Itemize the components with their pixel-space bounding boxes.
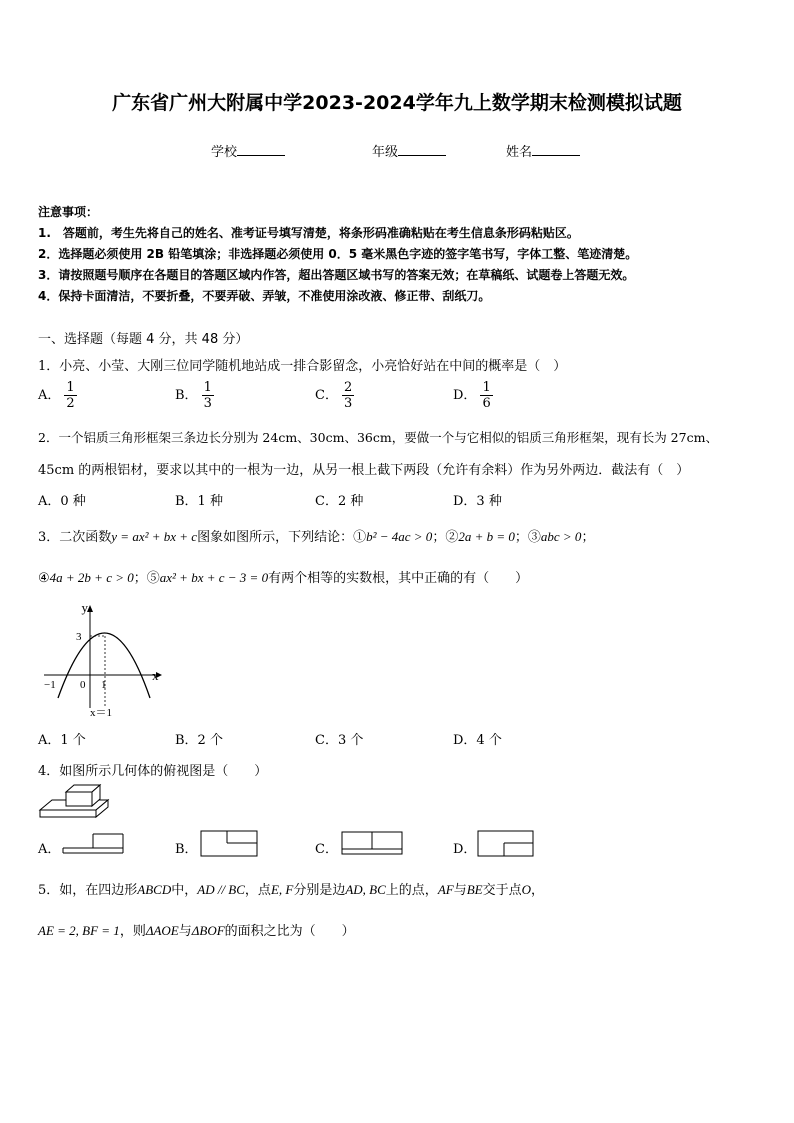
question-1-text: 1．小亮、小莹、大刚三位同学随机地站成一排合影留念，小亮恰好站在中间的概率是（ ）: [38, 359, 567, 374]
q2-option-c: C．2 种: [315, 494, 364, 509]
q4-option-b-label: B．: [175, 842, 198, 857]
section-heading: 一、选择题（每题 4 分，共 48 分）: [38, 332, 249, 347]
question-5-line-1: 5．如，在四边形ABCD中，AD // BC，点E, F分别是边AD, BC上的点，AF与BE交于点O，: [38, 882, 545, 898]
q4-option-a-figure: [62, 832, 124, 856]
note-item-1: 1. 答题前，考生先将自己的姓名、准考证号填写清楚，将条形码准确粘贴在考生信息条形码粘贴区。: [38, 226, 579, 240]
parabola-graph: [38, 598, 168, 720]
y-axis-label: y: [81, 600, 88, 615]
question-4-text: 4．如图所示几何体的俯视图是（ ）: [38, 764, 268, 779]
grade-label: 年级: [372, 145, 399, 160]
math-conclusion-1: b² − 4ac > 0: [366, 529, 433, 544]
q3-option-d: D．4 个: [453, 733, 502, 748]
math-function: y = ax² + bx + c: [111, 529, 198, 544]
name-blank: [532, 143, 580, 156]
label-0: 0: [80, 679, 86, 691]
label-3: 3: [76, 631, 82, 643]
math-conclusion-5: ax² + bx + c − 3 = 0: [159, 570, 269, 585]
note-item-3: 3．请按照题号顺序在各题目的答题区域内作答，超出答题区域书写的答案无效；在草稿纸、试题卷上答题无效。: [38, 268, 635, 282]
question-2-line-1: 2．一个铝质三角形框架三条边长分别为 24cm、30cm、36cm，要做一个与它相似的铝质三角形框架，现有长为 27cm、: [38, 430, 718, 445]
axis-note: x＝1: [90, 707, 112, 719]
x-axis-label: x: [152, 668, 159, 683]
fraction: $\frac{1}{2}$: [66, 380, 75, 411]
q4-option-c-figure: [341, 831, 403, 857]
question-2-line-2: 45cm 的两根铝材，要求以其中的一根为一边，从另一根上截下两段（允许有余料）作为另外两边．截法有（ ）: [38, 463, 690, 478]
name-field: [506, 141, 580, 160]
question-3-line-1: 3．二次函数y = ax² + bx + c图象如图所示，下列结论：①b² − 4ac > 0；②2a + b = 0；③abc > 0；: [38, 529, 595, 545]
q4-option-d-figure: [477, 830, 535, 858]
solid-figure: [38, 780, 110, 822]
q4-option-c-label: C．: [315, 842, 338, 857]
note-item-2: 2．选择题必须使用 2B 铅笔填涂；非选择题必须使用 0．5 毫米黑色字迹的签字笔书写，字体工整、笔迹清楚。: [38, 247, 638, 261]
page-title: 广东省广州大附属中学2023-2024学年九上数学期末检测模拟试题: [112, 92, 682, 114]
q1-option-a: A． $\frac{1}{2}$: [38, 380, 75, 411]
school-blank: [237, 143, 285, 156]
name-label: 姓名: [506, 145, 533, 160]
school-label: 学校: [211, 145, 238, 160]
q3-option-a: A．1 个: [38, 733, 86, 748]
cube-front: [66, 792, 92, 806]
fraction: $\frac{1}{3}$: [203, 380, 212, 411]
question-5-line-2: AE = 2, BF = 1，则ΔAOE与ΔBOF的面积之比为（ ）: [38, 923, 355, 939]
math-conclusion-4: 4a + 2b + c > 0: [49, 570, 134, 585]
q1-option-b: B． $\frac{1}{3}$: [175, 380, 212, 411]
math-conclusion-2: 2a + b = 0: [458, 529, 515, 544]
q2-option-d: D．3 种: [453, 494, 502, 509]
label-neg1: −1: [44, 679, 56, 691]
slab-front: [40, 810, 96, 817]
q2-option-a: A．0 种: [38, 494, 86, 509]
q2-option-b: B．1 种: [175, 494, 223, 509]
q3-option-c: C．3 个: [315, 733, 364, 748]
label-1: 1: [101, 679, 107, 691]
question-3-line-2: ④4a + 2b + c > 0；⑤ax² + bx + c − 3 = 0有两个相等的实数根，其中正确的有（ ）: [38, 570, 529, 586]
grade-blank: [398, 143, 446, 156]
q4-option-b-figure: [200, 830, 260, 858]
q1-option-d: D． $\frac{1}{6}$: [453, 380, 491, 411]
grade-field: [372, 141, 446, 160]
q3-option-b: B．2 个: [175, 733, 223, 748]
q1-option-c: C． $\frac{2}{3}$: [315, 380, 353, 411]
notes-heading: 注意事项：: [38, 205, 99, 219]
school-field: [211, 141, 285, 160]
math-conclusion-3: abc > 0: [540, 529, 582, 544]
q4-option-d-label: D．: [453, 842, 477, 857]
note-item-4: 4．保持卡面清洁，不要折叠，不要弄破、弄皱，不准使用涂改液、修正带、刮纸刀。: [38, 289, 491, 303]
fraction: $\frac{1}{6}$: [482, 380, 491, 411]
fraction: $\frac{2}{3}$: [343, 380, 353, 411]
q4-option-a-label: A．: [38, 842, 61, 857]
